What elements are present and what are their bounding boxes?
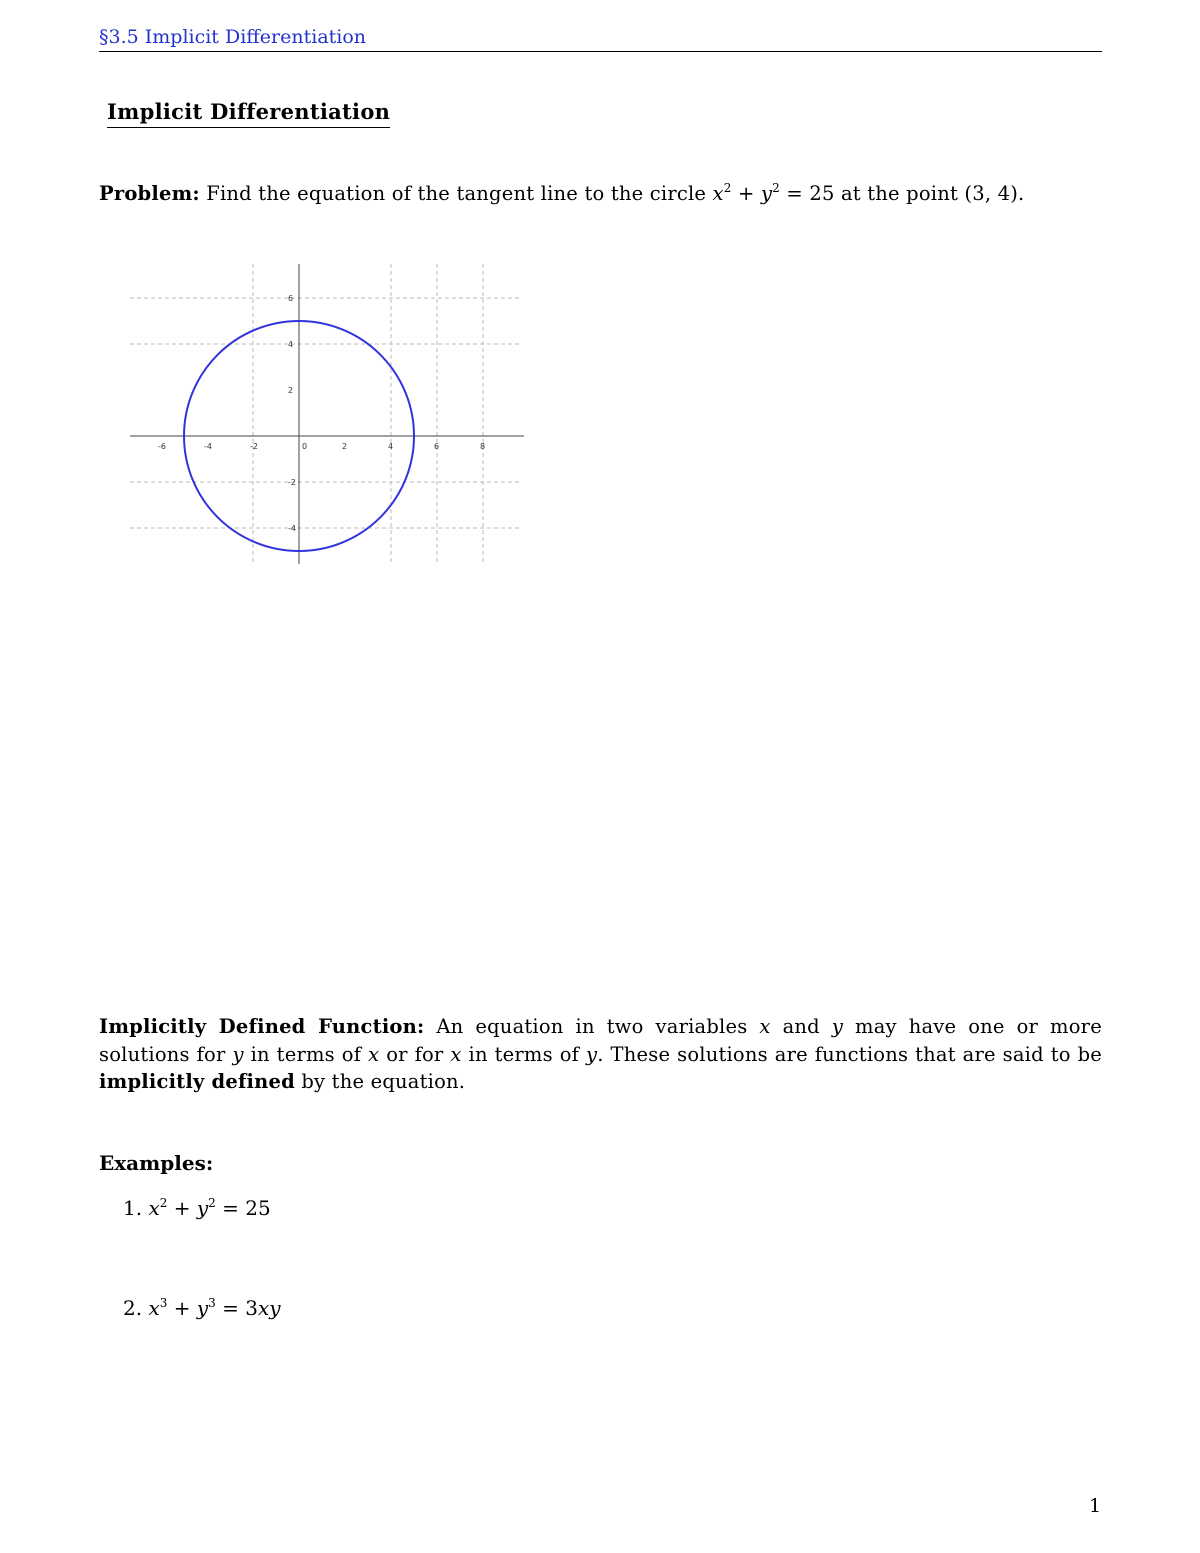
running-header — [99, 26, 1102, 52]
example-number: 1. — [123, 1196, 143, 1220]
problem-text: Find the equation of the tangent line to the circle — [206, 182, 707, 205]
problem-label: Problem: — [99, 182, 200, 205]
ex-plus: + — [173, 1196, 191, 1220]
def-var-y: y — [232, 1042, 244, 1066]
def-var-x: x — [368, 1042, 380, 1066]
definition-label: Implicitly Defined Function: — [99, 1015, 425, 1038]
ex-exp: 3 — [208, 1296, 216, 1310]
eq-exp1: 2 — [723, 181, 732, 195]
def-var-x: x — [450, 1042, 462, 1066]
ex-rhs: = 25 — [222, 1196, 271, 1220]
eq-rhs: = 25 — [786, 182, 835, 205]
definition-paragraph — [99, 1013, 1102, 1096]
def-text-1: An equation in two variables — [436, 1015, 748, 1038]
example-2 — [123, 1296, 281, 1320]
axes — [130, 264, 524, 564]
x-tick-label: -6 — [158, 442, 166, 451]
circle-graph — [126, 262, 526, 564]
def-text-8: by the equation. — [301, 1070, 466, 1093]
y-tick-label: 4 — [288, 340, 294, 349]
problem-statement — [99, 182, 1109, 205]
def-text-3: may have one or more solutions for — [99, 1015, 1102, 1066]
def-text-4: in terms of — [250, 1042, 362, 1066]
eq-plus: + — [738, 182, 755, 205]
ex-rhs: = 3 — [222, 1296, 259, 1320]
tick-labels — [158, 294, 485, 533]
y-tick-label: -2 — [288, 478, 296, 487]
ex-var-y: y — [196, 1296, 209, 1320]
x-tick-label: -2 — [250, 442, 258, 451]
y-tick-label: 6 — [288, 294, 294, 303]
ex-var-x: x — [148, 1296, 160, 1320]
example-1 — [123, 1196, 271, 1220]
def-text-2: and — [782, 1015, 820, 1038]
problem-text-after: at the point (3, 4). — [840, 182, 1025, 205]
def-text-6: in terms of — [468, 1042, 580, 1066]
def-text-7: . These solutions are functions that are said to be — [597, 1042, 1103, 1066]
def-var-x: x — [759, 1015, 771, 1038]
eq-x: x — [712, 182, 724, 205]
section-title: Implicit Differentiation — [107, 99, 390, 128]
ex-exp: 3 — [159, 1296, 168, 1310]
x-tick-label: 2 — [342, 442, 348, 451]
x-tick-label: 0 — [302, 442, 308, 451]
ex-exp: 2 — [159, 1196, 168, 1210]
x-tick-label: 6 — [434, 442, 440, 451]
grid-lines — [130, 264, 522, 564]
page-number: 1 — [1089, 1495, 1102, 1517]
ex-rhs-var: xy — [258, 1296, 281, 1320]
ex-exp: 2 — [208, 1196, 216, 1210]
ex-var-x: x — [148, 1196, 160, 1220]
example-number: 2. — [123, 1296, 143, 1320]
eq-exp2: 2 — [772, 181, 781, 195]
ex-var-y: y — [196, 1196, 209, 1220]
def-var-y: y — [586, 1042, 598, 1066]
y-tick-label: 2 — [288, 386, 294, 395]
x-tick-label: -4 — [204, 442, 212, 451]
y-tick-label: -4 — [288, 524, 296, 533]
header-section: §3.5 Implicit Differentiation — [99, 26, 367, 48]
def-text-5: or for — [386, 1042, 444, 1066]
def-var-y: y — [831, 1015, 844, 1038]
eq-y: y — [760, 182, 773, 205]
x-tick-label: 8 — [480, 442, 486, 451]
examples-title: Examples: — [99, 1151, 214, 1175]
x-tick-label: 4 — [388, 442, 394, 451]
ex-plus: + — [173, 1296, 191, 1320]
def-bold-term: implicitly defined — [99, 1070, 295, 1093]
